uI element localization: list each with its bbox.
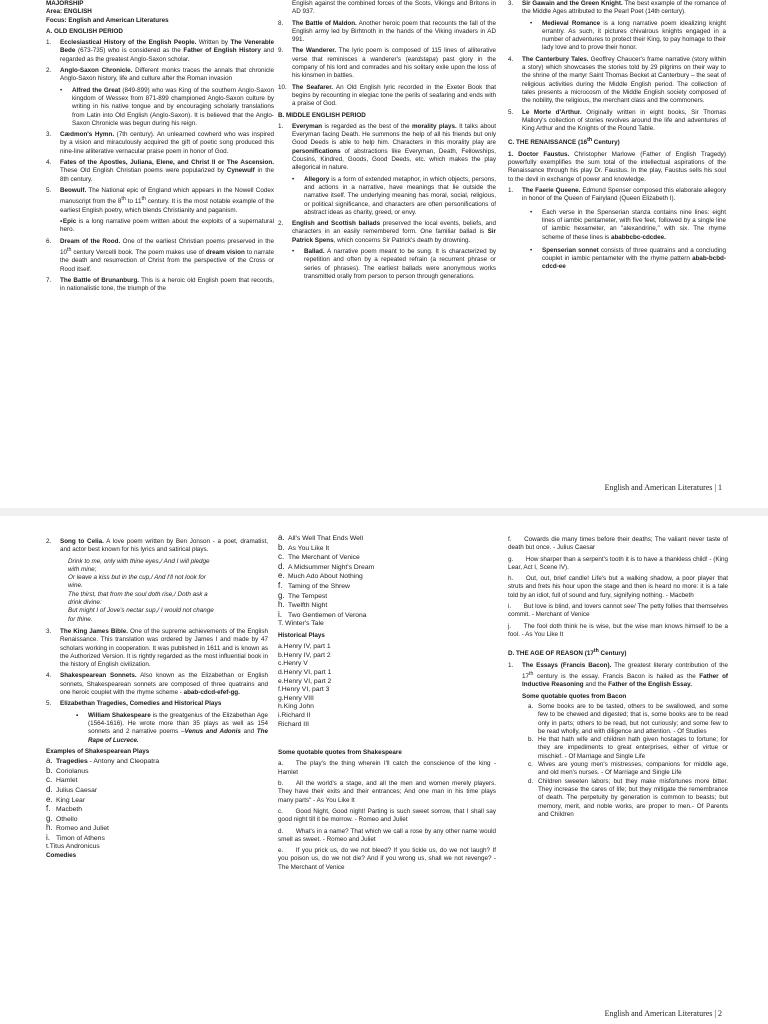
list-middle-english-a xyxy=(278,123,496,173)
play-item: Richard III xyxy=(278,720,309,728)
play-item: b. As You Like It xyxy=(278,542,330,552)
faerie-queene-entry: 1. The Faerie Queene. Edmund Spenser composed this elaborate allegory in honor of the Queen of Fairyland (Queen Elizabeth I). xyxy=(508,187,726,203)
bullet-romance: • Medieval Romance is a long narrative poem idealizing knight errantry. As such, it pictures chivalrous knights engaged in a number of adventures to protect their King, to pay homage to their lady love and to prove their honor. xyxy=(530,19,726,52)
list-item: 5. Elizabethan Tragedies, Comedies and Historical Plays xyxy=(46,700,222,708)
quote-item: d. What's in a name? That which we call a rose by any other name would smell as sweet. - Romeo and Juliet xyxy=(278,827,496,843)
list-middle-english-d xyxy=(508,56,726,134)
list-item: 9. The Wanderer. The lyric poem is composed of 115 lines of alliterative verse that reminisces a wanderer's (eardstapa) past glory in the company of his lord and comrades and his solitary exile upon the loss of his kinsmen in battles. xyxy=(278,47,496,80)
page1-column-2 xyxy=(278,0,496,284)
play-item: h. Twelfth Night xyxy=(278,600,328,610)
page1-footer: English and American Literatures | 1 xyxy=(604,483,722,492)
play-item: g. The Tempest xyxy=(278,590,328,600)
list-item: 3. Sir Gawain and the Green Knight. The best example of the romance of the Middle Ages attributed to the Pearl Poet (14th century). xyxy=(508,0,726,16)
play-item: f.Henry VI, part 3 xyxy=(278,686,330,694)
tragedies-list xyxy=(46,757,268,843)
titus-item: t.Titus Andronicus xyxy=(46,843,100,851)
bullet-allegory: • Allegory is a form of extended metaphor, in which objects, persons, and actions in a narrative, have meanings that lie outside the narrative itself. The underlying meaning has moral, social, religious, or political significance, and characters are often personifications of abstract ideas as charity, greed, or envy. xyxy=(292,175,496,216)
examples-title: Examples of Shakespearean Plays xyxy=(46,747,150,755)
play-item: a. All's Well That Ends Well xyxy=(278,533,363,542)
page2-footer: English and American Literatures | 2 xyxy=(604,1009,722,1018)
document-page-1 xyxy=(0,0,768,508)
list-item: 4. The Canterbury Tales. Geoffrey Chaucer's frame narrative (story within a story) which showcases the stories told by 29 pilgrims on their way to the shrine of the martyr Saint Thomas Becket at Canterbury – the seat of religious activities during the Middle English period. The collection of tales presents a microcosm of the Middle English society composed of the nobility, the religious, the merchant class and the commoners. xyxy=(508,55,727,105)
list-item: 8. The Battle of Maldon. Another heroic poem that recounts the fall of the English army led by Birhtnoth in the hands of the Viking invaders in AD 991. xyxy=(278,19,496,44)
quote-item: e. If you prick us, do we not bleed? If you tickle us, do we not laugh? If you poison us, do we not die? And if you wrong us, shall we not revenge? - The Merchant of Venice xyxy=(278,847,496,871)
page1-column-1 xyxy=(46,0,274,296)
bullet-alfred: • Alfred the Great (849-899) who was King of the southern Anglo-Saxon kingdom of Wessex from 871-899 championed Anglo-Saxon culture by writing in his native tongue and by encouraging scholarly translations from Latin into Old English (Anglo-Saxon). It is believed that the Anglo-Saxon Chronicle was begun during his reign. xyxy=(60,86,274,127)
section-middle-english: B. MIDDLE ENGLISH PERIOD xyxy=(278,111,366,119)
list-item: 5. Beowulf. The National epic of England which appears in the Nowell Codex manuscript from the 8th to 11th century. It is the most notable example of the earliest English poetry, which blends Christianity and paganism. xyxy=(46,186,274,214)
list-item: 3. Cædmon's Hymn. (7th century). An unlearned cowherd who was inspired by a vision and miraculously acquired the gift of poetic song produced this nine-line alliterative vernacular praise poem in honor of God. xyxy=(46,131,275,155)
epic-definition: ▪Epic is a long narrative poem written about the exploits of a supernatural hero. xyxy=(60,217,274,234)
bacon-quote-item: c. Wives are young men's mistresses, companions for middle age, and old men's nurses. - Of Marriage and Single Life xyxy=(528,761,728,777)
area-label: Area: ENGLISH xyxy=(46,8,92,16)
bullet-ballad: • Ballad. A narrative poem meant to be sung. It is characterized by repetition and often by a repeated refrain (a recurrent phrase or series of phrases). The earliest ballads were anonymous works transmitted orally from person to person through generations. xyxy=(292,248,496,280)
historical-title: Historical Plays xyxy=(278,631,325,639)
bacon-quote-item: b. He that hath wife and children hath given hostages to fortune; for they are impediments to great enterprises, either of virtue or mischief. - Of Marriage and Single Life xyxy=(528,736,728,760)
list-old-english-d xyxy=(278,20,496,109)
section-age-of-reason: D. THE AGE OF REASON (17th Century) xyxy=(508,648,627,658)
major-title: MAJORSHIP xyxy=(46,0,84,7)
play-item: b. Coriolanus xyxy=(46,765,89,775)
list-item: 10. The Seafarer. An Old English lyric recorded in the Exeter Book that begins by recounting in elegiac tone the perils of seafaring and ends with a praise of God. xyxy=(278,83,496,108)
quote-item: i. But love is blind, and lovers cannot see/ The petty follies that themselves commit. - Merchant of Venice xyxy=(508,603,728,619)
list-item: 5. Le Morte d'Arthur. Originally written in eight books, Sir Thomas Mallory's collection of stories revolves around the life and adventures of King Arthur and the Knights of the Round Table. xyxy=(508,108,726,133)
quote-item: b. All the world's a stage, and all the men and women merely players. They have their exits and their entrances; And one man in his time plays many parts" - As You Like It xyxy=(278,780,496,804)
play-item: b.Henry IV, part 2 xyxy=(278,651,331,659)
list-item: 1. Ecclesiastical History of the English People. Written by The Venerable Bede (673-735) who is considered as the Father of English History and regarded as the greatest Anglo-Saxon scholar. xyxy=(46,39,275,63)
bullet-shakespeare: ▪ William Shakespeare is the greatgenius of the Elizabethan Age (1564-1616). He wrote more than 35 plays as well as 154 sonnets and 2 narrative poems –Venus and Adonis and The Rape of Lucrece. xyxy=(76,711,269,744)
page2-column-2 xyxy=(278,534,496,875)
play-item: d. A Midsummer Night's Dream xyxy=(278,561,375,571)
play-item: d. Julius Caesar xyxy=(46,784,98,794)
page1-column-3 xyxy=(508,0,726,275)
faustus-entry: 1. Doctor Faustus. Christopher Marlowe (Father of English Tragedy) powerfully exemplifies the sum total of the intellectual aspirations of the Renaissance through his play Dr. Faustus. In the play, Faustus sells his soul to the devil in exchange of power and knowledge. xyxy=(508,150,727,183)
play-item: g. Othello xyxy=(46,813,78,823)
comedies-list xyxy=(278,534,496,620)
play-item: e. Much Ado About Nothing xyxy=(278,571,363,581)
play-item: i. Timon of Athens xyxy=(46,832,105,842)
list-old-english-a xyxy=(46,39,274,83)
bacon-quotes-title: Some quotable quotes from Bacon xyxy=(522,692,627,700)
quote-item: h. Out, out, brief candle! Life's but a walking shadow, a poor player that struts and frets his hour upon the stage and then is heard no more: it is a tale told by an idiot, full of sound and fury, signifying nothing. - Macbeth xyxy=(508,575,728,599)
page-separator xyxy=(0,508,768,516)
bacon-quote-item: a. Some books are to be tasted, others to be swallowed, and some few to be chewed and digested; that is, some books are to be read only in parts; others to be read, but not curiously; and some few to be read wholly, and with diligence and attention. - Of Studies xyxy=(528,702,728,735)
list-old-english-b xyxy=(46,131,274,215)
brunanburg-continued: English against the combined forces of the Scots, Vikings and Britons in AD 937. xyxy=(292,0,496,16)
section-old-english: A. OLD ENGLISH PERIOD xyxy=(46,27,123,35)
winters-tale-item: T. Winter's Tale xyxy=(278,620,324,628)
document-page-2 xyxy=(0,516,768,1024)
bullet-spenserian-stanza: • Each verse in the Spenserian stanza contains nine lines: eight lines of iambic pentameter, with five feet, followed by a single line of iambic hexameter, an "alexandrine," with six. The rhyme scheme of these lines is ababbcbc-cdcdee. xyxy=(530,208,726,241)
comedies-label: Comedies xyxy=(46,852,77,860)
list-middle-english-b xyxy=(278,220,496,245)
list-item: 6. Dream of the Rood. One of the earliest Christian poems preserved in the 10th century Vercelli book. The poem makes use of dream vision to narrate the death and resurrection of Christ from the perspective of the Cross or Rood itself. xyxy=(46,237,274,273)
bacon-quote-item: d. Children sweeten labors; but they make misfortunes more bitter. They increase the cares of life; but they mitigate the remembrance of death. The perpetuity by generation is common to beasts; but memory, merit, and noble works, are proper to men.- Of Parents and Children xyxy=(528,777,728,818)
play-item: a.Henry IV, part 1 xyxy=(278,643,331,651)
play-item: h. Romeo and Juliet xyxy=(46,823,109,833)
list-item: 4. Shakespearean Sonnets. Also known as the Elizabethan or English sonnets, Shakespearean sonnets are composed of three quatrains and one heroic couplet with the rhyme scheme - abab-cdcd-efef-gg. xyxy=(46,672,269,697)
song-to-celia-excerpt: Drink to me, only with thine eyes,/ And I will pledge with mine; Or leave a kiss but in the cup,/ And I'll not look for wine. The thirst, that from the soul doth rise,/ Doth ask a drink divine: But might I of Jove's nectar sup,/ I would not change for thine. xyxy=(68,557,214,623)
historical-list xyxy=(278,643,496,729)
list-item: 2. Anglo-Saxon Chronicle. Different monks traces the annals that chronicle Anglo-Saxon history, life and culture after the Roman invasion xyxy=(46,67,274,83)
play-item: e. King Lear xyxy=(46,794,86,804)
focus-label: Focus: English and American Literatures xyxy=(46,16,169,24)
bacon-quotes-list xyxy=(508,703,728,819)
list-item: 7. The Battle of Brunanburg. This is a heroic old English poem that records, in nationalistic tone, the triumph of the xyxy=(46,276,274,293)
list-item: 2. Song to Celia. A love poem written by Ben Jonson - a poet, dramatist, and actor best known for his lyrics and satirical plays. xyxy=(46,538,268,554)
play-item: c. The Merchant of Venice xyxy=(278,552,360,562)
bullet-spenserian-sonnet: • Spenserian sonnet consists of three quatrains and a concluding couplet in iambic pentameter with the rhyme pattern abab-bcbd-cdcd-ee xyxy=(530,246,726,271)
quote-item: c. Good Night, Good night! Parting is such sweet sorrow, that I shall say good night till it be morrow. - Romeo and Juliet xyxy=(278,807,496,824)
play-item: g.Henry VIII xyxy=(278,694,314,702)
quote-item: g. How sharper than a serpent's tooth it is to have a thankless child! - (King Lear, Act I, Scene IV). xyxy=(508,555,728,571)
play-item: i. Two Gentlemen of Verona xyxy=(278,609,367,619)
list-renaissance-a xyxy=(46,538,268,555)
shakespeare-quotes-b xyxy=(508,536,728,639)
list-middle-english-c xyxy=(508,0,726,17)
essays-entry: 1. The Essays (Francis Bacon). The greatest literary contribution of the 17th century is the essay. Francis Bacon is hailed as the Father of Inductive Reasoning and the Father of the English Essay. xyxy=(508,661,729,689)
list-item: 1. Everyman is regarded as the best of the morality plays. It talks about Everyman facing Death. He summons the help of all his friends but only Good Deeds is able to help him. Characters in this morality play are personifications of abstractions like Everyman, Death, Fellowships, Cousins, Kindred, Goods, Good Deeds, etc. which makes the play allegorical in nature. xyxy=(278,122,496,172)
play-item: e.Henry VI, part 2 xyxy=(278,677,332,685)
shakespeare-quotes-a xyxy=(278,760,496,872)
quote-item: f. Cowards die many times before their deaths; The valiant never taste of death but once. - Julius Caesar xyxy=(508,536,728,552)
play-item: c.Henry V xyxy=(278,660,308,668)
play-item: f. Taming of the Shrew xyxy=(278,580,350,590)
page2-column-1 xyxy=(46,538,268,860)
list-item: 4. Fates of the Apostles, Juliana, Elene, and Christ II or The Ascension. These Old English Christian poems were popularized by Cynewulf in the 8th century. xyxy=(46,159,274,183)
play-item: h.King John xyxy=(278,703,314,711)
play-item: d.Henry VI, part 1 xyxy=(278,669,332,677)
list-old-english-c xyxy=(46,238,274,294)
list-item: 2. English and Scottish ballads preserved the local events, beliefs, and characters in an easily remembered form. One familiar ballad is Sir Patrick Spens, which concerns Sir Patrick's death by drowning. xyxy=(278,220,496,244)
play-item: i.Richard II xyxy=(278,711,311,719)
page2-column-3 xyxy=(508,536,728,819)
play-item: a. Tragedies - Antony and Cleopatra xyxy=(46,756,160,766)
list-renaissance-b xyxy=(46,628,268,709)
section-renaissance: C. THE RENAISSANCE (16th Century) xyxy=(508,137,620,147)
quote-item: j. The fool doth think he is wise, but the wise man knows himself to be a fool. - As You Like It xyxy=(508,622,728,638)
quote-item: a. The play's the thing wherein I'll catch the conscience of the king - Hamlet xyxy=(278,760,496,776)
list-item: 3. The King James Bible. One of the supreme achievements of the English Renaissance. This translation was ordered by James I and made by 47 scholars working in cooperation. It was published in 1611 and is known as the Authorized Version. It is rightly regarded as the most influential book in the history of English civilization. xyxy=(46,627,268,669)
play-item: c. Hamlet xyxy=(46,775,78,785)
play-item: f. Macbeth xyxy=(46,804,83,814)
shakespeare-quotes-title: Some quotable quotes from Shakespeare xyxy=(278,749,402,757)
